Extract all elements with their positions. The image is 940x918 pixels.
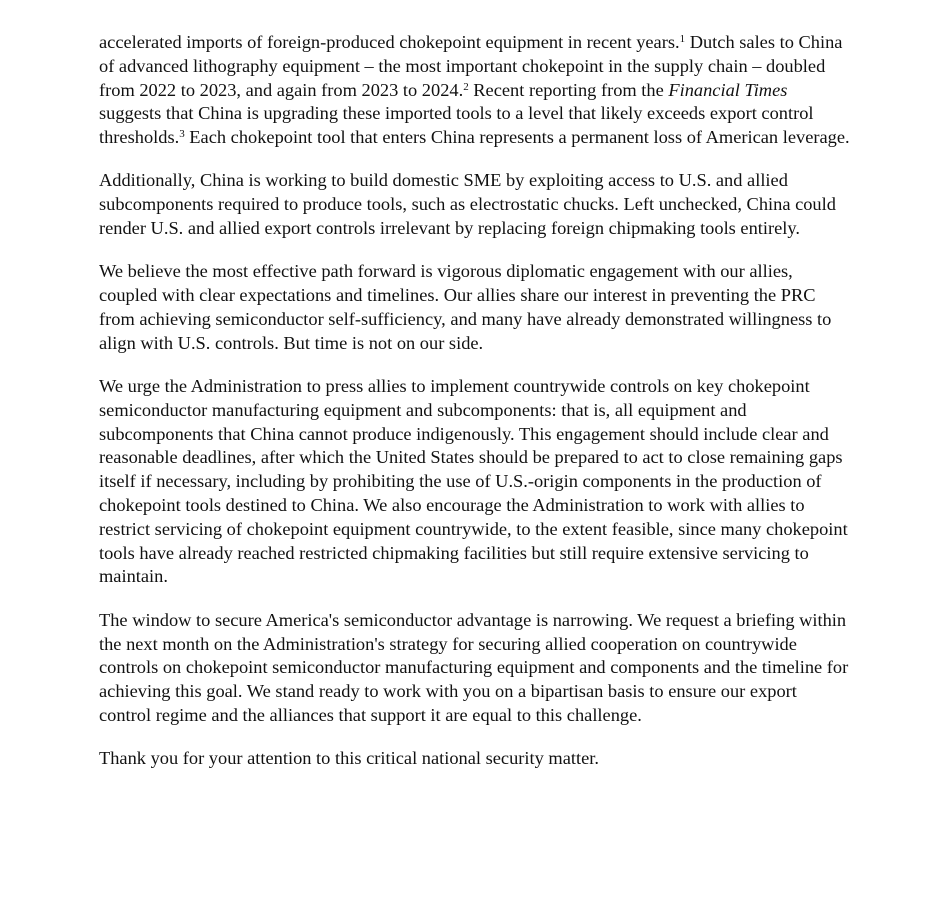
letter-body [99,31,851,791]
footnote-ref-2[interactable]: 2 [463,80,469,93]
footnote-ref-1[interactable]: 1 [679,33,686,45]
paragraph-countrywide-controls: We urge the Administration to press allies to implement countrywide controls on key chokepoint semiconductor manufacturing equipment and subcomponents: that is, all equipment and subcomponents that China cannot produce indigenously. This engagement should include clear and reasonable deadlines, after which the United States should be prepared to act to close remaining gaps itself if necessary, including by prohibiting the use of U.S.-origin components in the production of chokepoint tools destined to China. We also encourage the Administration to work with allies to restrict servicing of chokepoint equipment countrywide, to the extent feasible, since many chokepoint tools have already reached restricted chipmaking facilities but still require extensive servicing to maintain. [99,376,848,587]
paragraph-imports [99,31,851,150]
paragraph-text: suggests that China is upgrading these imported tools to a level that likely exceeds export control thresholds. [99,103,814,148]
paragraph-text: Dutch sales to China of advanced lithography equipment – the most important chokepoint in the supply chain – doubled from 2022 to 2023, and again from 2023 to 2024. [99,32,843,100]
paragraph-text: Recent reporting from the [468,79,669,100]
paragraph-domestic-sme: Additionally, China is working to build domestic SME by exploiting access to U.S. and allied subcomponents required to produce tools, such as electrostatic chucks. Left unchecked, China could render U.S. and allied export controls irrelevant by replacing foreign chipmaking tools entirely. [99,170,836,239]
paragraph-text: accelerated imports of foreign-produced chokepoint equipment in recent years. [99,32,680,52]
paragraph-closing: Thank you for your attention to this critical national security matter. [99,748,599,769]
paragraph-briefing-request: The window to secure America's semiconductor advantage is narrowing. We request a briefing within the next month on the Administration's strategy for securing allied cooperation on countrywide controls on chokepoint semiconductor manufacturing equipment and components and the timeline for achieving this goal. We stand ready to work with you on a bipartisan basis to ensure our export control regime and the alliances that support it are equal to this challenge. [99,609,849,725]
paragraph-text: Each chokepoint tool that enters China represents a permanent loss of American leverage. [184,127,850,148]
publication-title: Financial Times [668,79,788,100]
paragraph-diplomatic-engagement: We believe the most effective path forward is vigorous diplomatic engagement with our allies, coupled with clear expectations and timelines. Our allies share our interest in preventing the PRC from achieving semiconductor self-sufficiency, and many have already demonstrated willingness to align with U.S. controls. But time is not on our side. [99,261,832,353]
footnote-ref-3[interactable]: 3 [179,128,185,141]
